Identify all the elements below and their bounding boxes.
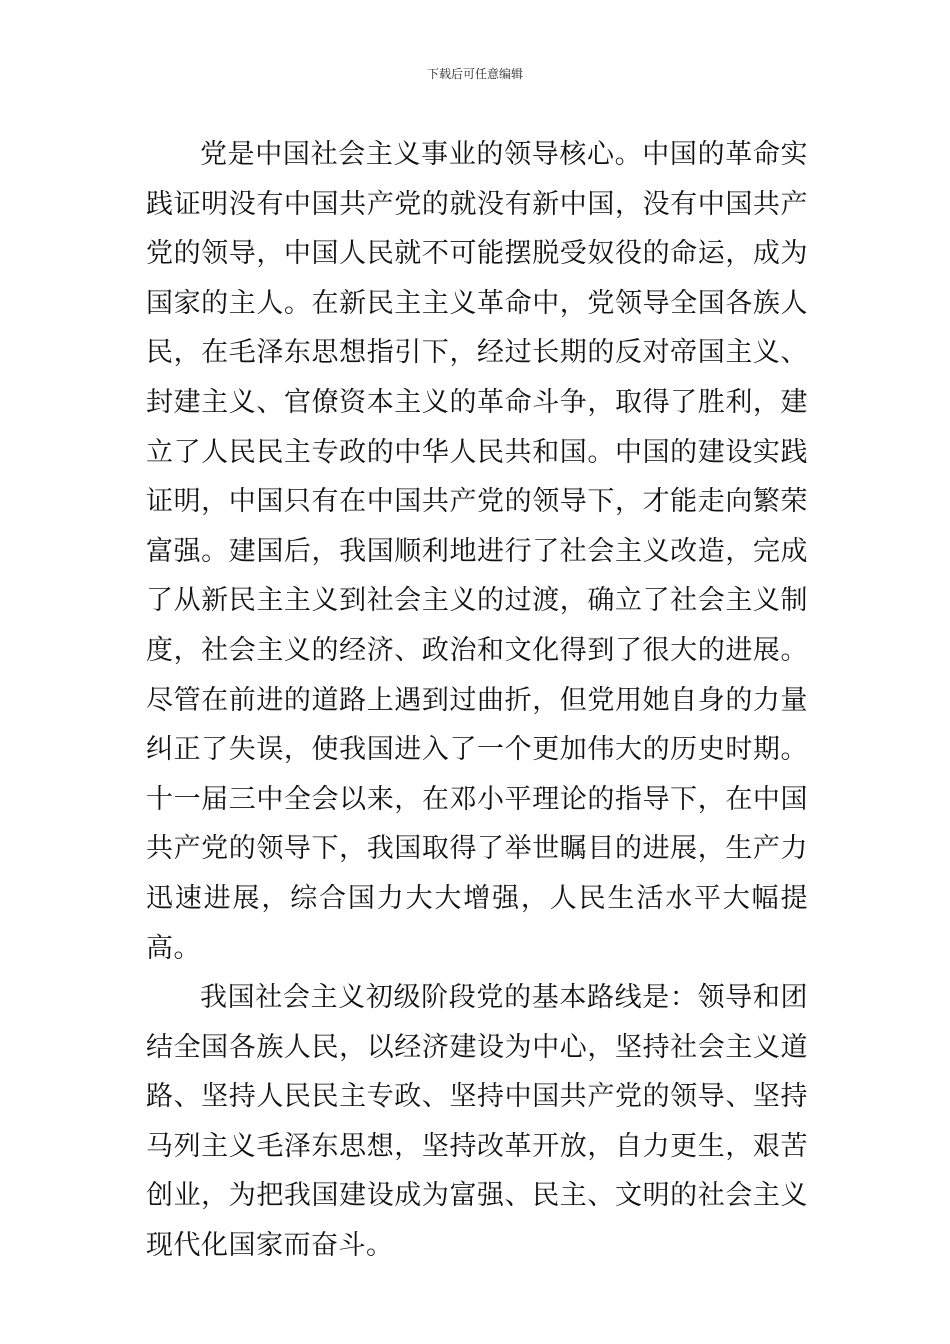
document-body bbox=[146, 130, 808, 1271]
paragraph-basic-line: 我国社会主义初级阶段党的基本路线是：领导和团结全国各族人民，以经济建设为中心，坚持社会主义道路、坚持人民民主专政、坚持中国共产党的领导、坚持马列主义毛泽东思想，坚持改革开放，自力更生，艰苦创业，为把我国建设成为富强、民主、文明的社会主义现代化国家而奋斗。 bbox=[146, 982, 808, 1262]
page-header: 下载后可任意编辑 bbox=[426, 67, 523, 81]
paragraph-party-leadership: 党是中国社会主义事业的领导核心。中国的革命实践证明没有中国共产党的就没有新中国，没有中国共产党的领导，中国人民就不可能摆脱受奴役的命运，成为国家的主人。在新民主主义革命中，党领导全国各族人民，在毛泽东思想指引下，经过长期的反对帝国主义、封建主义、官僚资本主义的革命斗争，取得了胜利，建立了人民民主专政的中华人民共和国。中国的建设实践证明，中国只有在中国共产党的领导下，才能走向繁荣富强。建国后，我国顺利地进行了社会主义改造，完成了从新民主主义到社会主义的过渡，确立了社会主义制度，社会主义的经济、政治和文化得到了很大的进展。尽管在前进的道路上遇到过曲折，但党用她自身的力量纠正了失误，使我国进入了一个更加伟大的历史时期。十一届三中全会以来，在邓小平理论的指导下，在中国共产党的领导下，我国取得了举世瞩目的进展，生产力迅速进展，综合国力大大增强，人民生活水平大幅提高。 bbox=[146, 139, 808, 964]
